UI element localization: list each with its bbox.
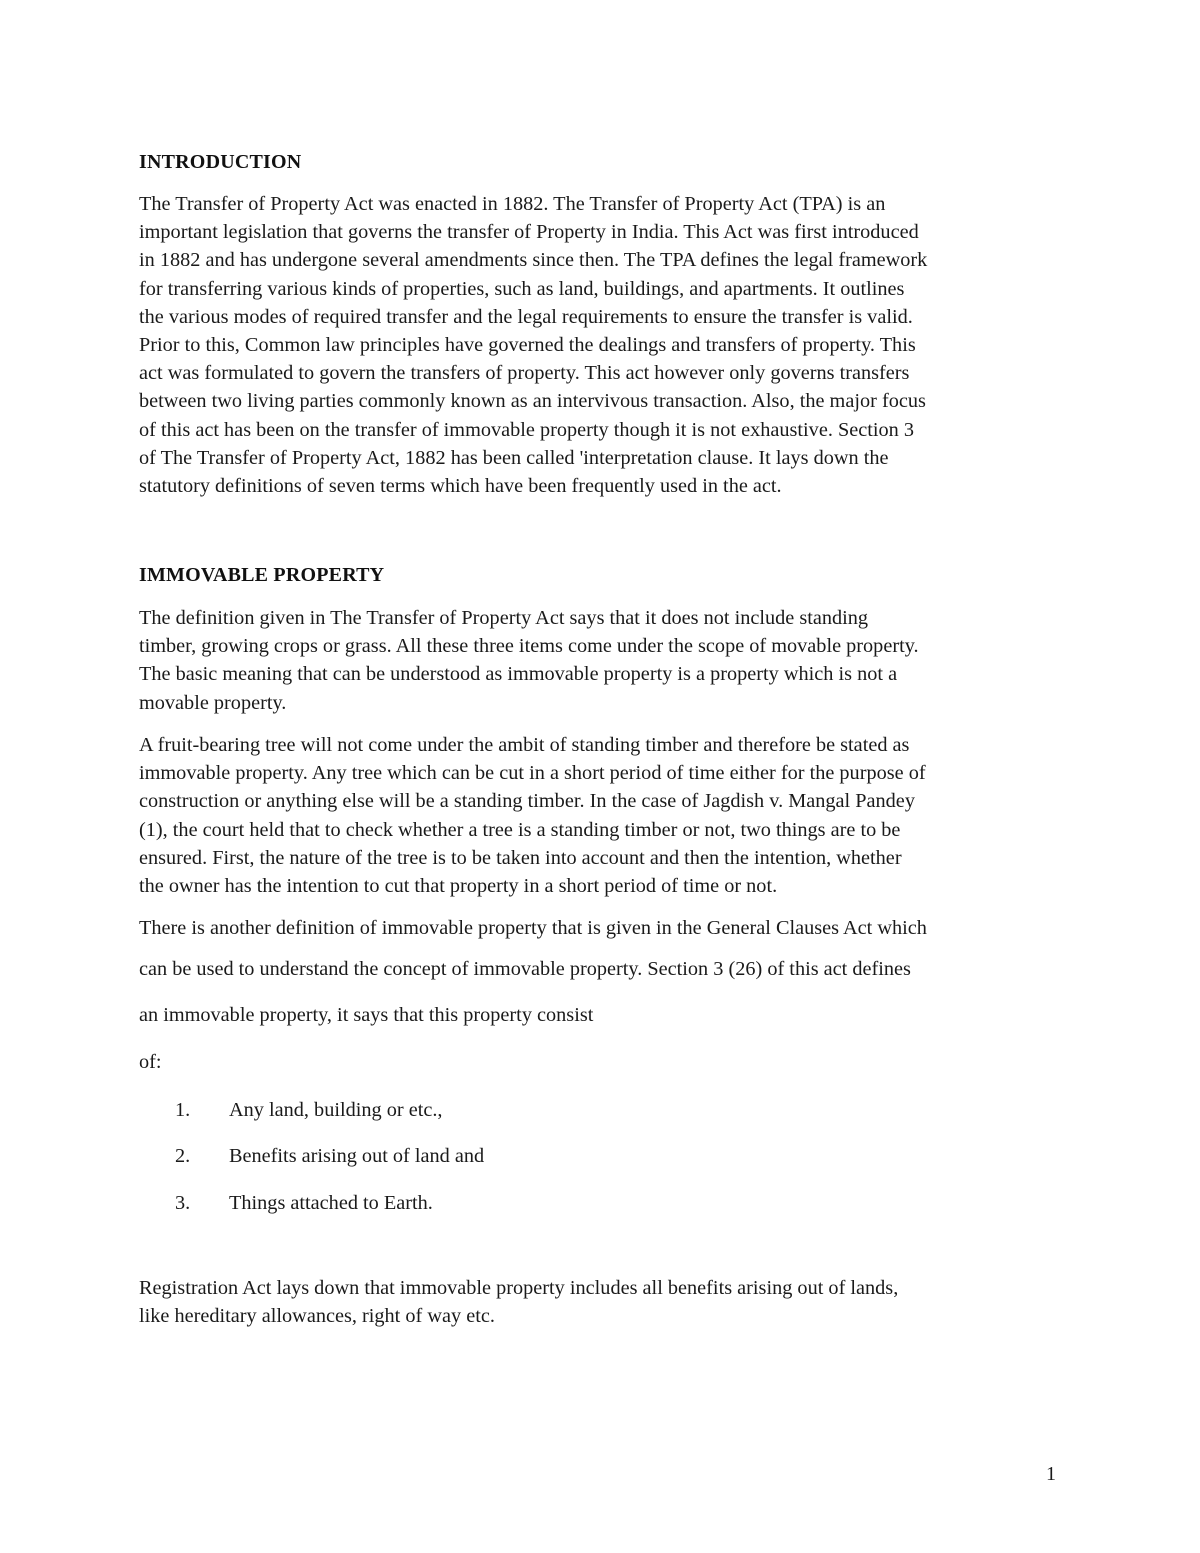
list-item	[0, 1096, 1200, 1124]
list-item	[0, 1142, 1200, 1170]
paragraph-line: The Transfer of Property Act was enacted in 1882. The Transfer of Property Act (TPA) is an	[139, 193, 886, 215]
paragraph-line: act was formulated to govern the transfers of property. This act however only governs transfers	[139, 362, 910, 385]
paragraph-line: The definition given in The Transfer of Property Act says that it does not include standing	[139, 607, 869, 629]
immovable-property-heading: IMMOVABLE PROPERTY	[139, 564, 385, 586]
paragraph-line: (1), the court held that to check whether a tree is a standing timber or not, two things are to be	[139, 818, 901, 841]
paragraph-line: A fruit-bearing tree will not come under the ambit of standing timber and therefore be stated as	[139, 734, 910, 756]
introduction-paragraph	[139, 190, 1069, 500]
paragraph-line: the owner has the intention to cut that property in a short period of time or not.	[139, 875, 778, 898]
paragraph-line: in 1882 and has undergone several amendments since then. The TPA defines the legal framework	[139, 249, 928, 272]
general-clauses-line-1: There is another definition of immovable property that is given in the General Clauses Act which	[139, 917, 927, 939]
paragraph-line: The basic meaning that can be understood as immovable property is a property which is not a	[139, 663, 898, 686]
list-number: 3.	[175, 1192, 191, 1214]
general-clauses-line-4: of:	[139, 1051, 162, 1073]
list-text: Any land, building or etc.,	[229, 1099, 443, 1121]
paragraph-line: statutory definitions of seven terms which have been frequently used in the act.	[139, 475, 782, 498]
list-item	[0, 1189, 1200, 1217]
list-number: 2.	[175, 1145, 191, 1167]
general-clauses-line-2: can be used to understand the concept of immovable property. Section 3 (26) of this act defines	[139, 958, 911, 980]
paragraph-line: ensured. First, the nature of the tree is to be taken into account and then the intention, whether	[139, 846, 902, 869]
introduction-heading: INTRODUCTION	[139, 151, 302, 173]
paragraph-line: for transferring various kinds of properties, such as land, buildings, and apartments. It outlines	[139, 277, 905, 300]
paragraph-line: of this act has been on the transfer of immovable property though it is not exhaustive. Section 3	[139, 418, 915, 441]
paragraph-line: of The Transfer of Property Act, 1882 has been called 'interpretation clause. It lays down the	[139, 446, 889, 469]
list-text: Things attached to Earth.	[229, 1192, 433, 1214]
definition-paragraph	[139, 604, 1069, 717]
registration-act-paragraph	[139, 1274, 1069, 1330]
paragraph-line: timber, growing crops or grass. All these three items come under the scope of movable property.	[139, 635, 919, 658]
paragraph-line: the various modes of required transfer and the legal requirements to ensure the transfer is valid.	[139, 305, 913, 328]
general-clauses-line-3: an immovable property, it says that this property consist	[139, 1004, 594, 1026]
paragraph-line: between two living parties commonly known as an intervivous transaction. Also, the major focus	[139, 390, 926, 413]
paragraph-line: movable property.	[139, 691, 287, 714]
list-number: 1.	[175, 1099, 191, 1121]
paragraph-line: like hereditary allowances, right of way etc.	[139, 1305, 495, 1328]
page-number: 1	[1046, 1463, 1056, 1485]
paragraph-line: Prior to this, Common law principles have governed the dealings and transfers of property. This	[139, 334, 916, 357]
paragraph-line: Registration Act lays down that immovable property includes all benefits arising out of lands,	[139, 1277, 899, 1299]
paragraph-line: immovable property. Any tree which can be cut in a short period of time either for the purpose of	[139, 762, 926, 785]
paragraph-line: construction or anything else will be a standing timber. In the case of Jagdish v. Mangal Pandey	[139, 790, 915, 813]
paragraph-line: important legislation that governs the transfer of Property in India. This Act was first introduced	[139, 221, 919, 244]
standing-timber-paragraph	[139, 731, 1069, 900]
list-text: Benefits arising out of land and	[229, 1145, 485, 1167]
